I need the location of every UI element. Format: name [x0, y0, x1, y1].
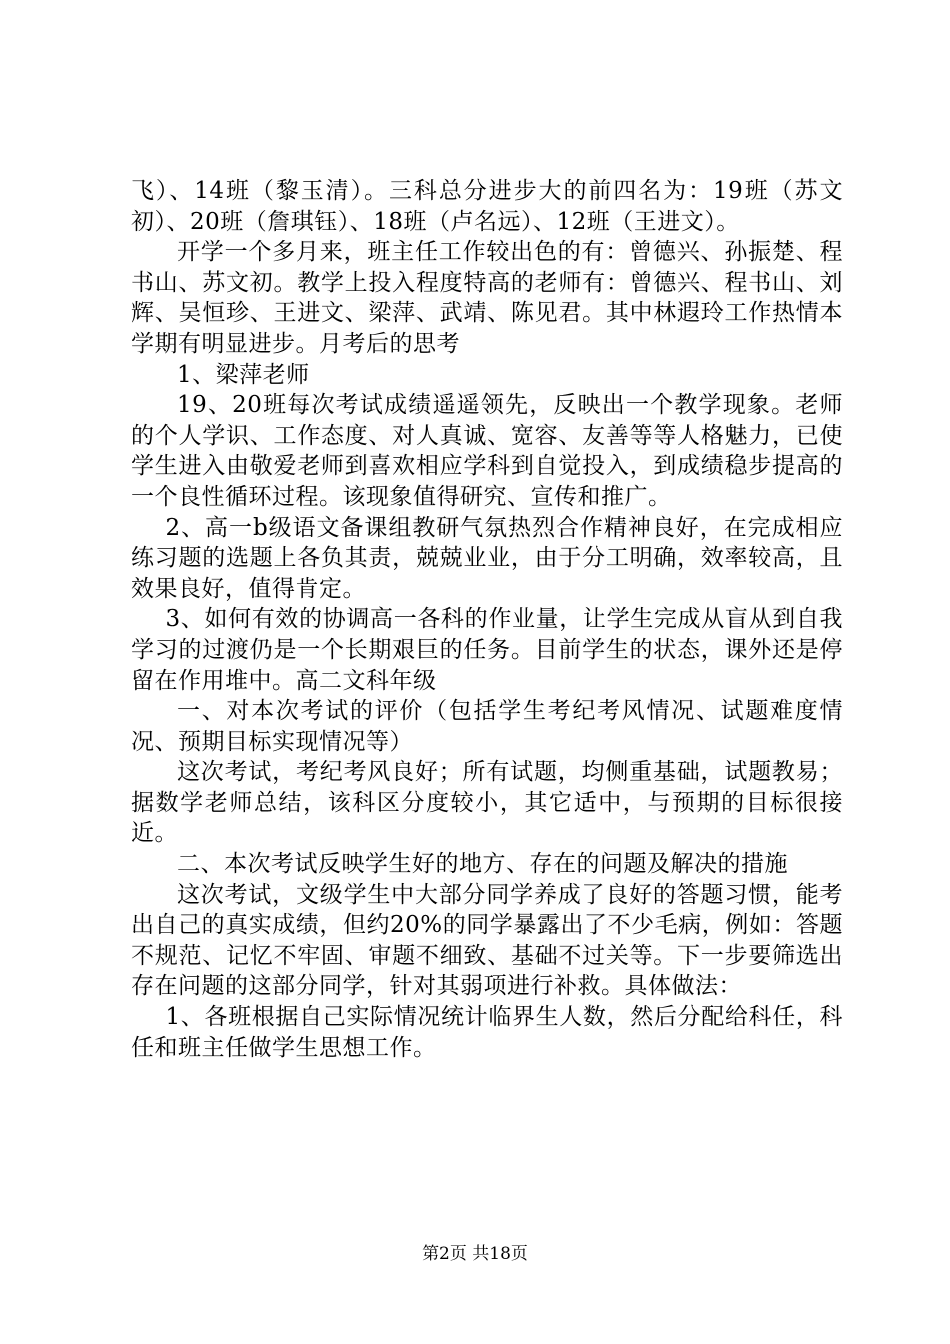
paragraph: 1、梁萍老师 [177, 361, 310, 388]
paragraph: 19、20班每次考试成绩遥遥领先，反映出一个教学现象。老师的个人学识、工作态度、对人真诚、宽容、友善等等人格魅力，已使学生进入由敬爱老师到喜欢相应学科到自觉投入，到成绩稳步提高的一个良性循环过程。该现象值得研究、宣传和推广。 [131, 392, 843, 510]
paragraph: 一、对本次考试的评价（包括学生考纪考风情况、试题难度情况、预期目标实现情况等） [131, 698, 843, 755]
document-body [131, 176, 843, 1063]
page-number-footer: 第2页 共18页 [422, 1244, 528, 1264]
paragraph: 1、各班根据自己实际情况统计临界生人数，然后分配给科任，科任和班主任做学生思想工作。 [131, 1004, 843, 1061]
paragraph: 2、高一b级语文备课组教研气氛热烈合作精神良好，在完成相应练习题的选题上各负其责，兢兢业业，由于分工明确，效率较高，且效果良好，值得肯定。 [131, 514, 843, 602]
paragraph: 开学一个多月来，班主任工作较出色的有：曾德兴、孙振楚、程书山、苏文初。教学上投入程度特高的老师有：曾德兴、程书山、刘辉、吴恒珍、王进文、梁萍、武靖、陈见君。其中林遐玲工作热情本学期有明显进步。月考后的思考 [131, 239, 843, 357]
paragraph: 飞）、14班（黎玉清）。三科总分进步大的前四名为：19班（苏文初）、20班（詹琪钰）、18班（卢名远）、12班（王进文）。 [131, 178, 843, 235]
paragraph: 这次考试，考纪考风良好；所有试题，均侧重基础，试题教易；据数学老师总结，该科区分度较小，其它适中，与预期的目标很接近。 [131, 759, 843, 847]
paragraph: 二、本次考试反映学生好的地方、存在的问题及解决的措施 [177, 851, 788, 878]
paragraph: 3、如何有效的协调高一各科的作业量，让学生完成从盲从到自我学习的过渡仍是一个长期艰巨的任务。目前学生的状态，课外还是停留在作用堆中。高二文科年级 [131, 606, 843, 694]
paragraph: 这次考试，文级学生中大部分同学养成了良好的答题习惯，能考出自己的真实成绩，但约20%的同学暴露出了不少毛病，例如：答题不规范、记忆不牢固、审题不细致、基础不过关等。下一步要筛选出存在问题的这部分同学，针对其弱项进行补救。具体做法： [131, 881, 843, 1000]
